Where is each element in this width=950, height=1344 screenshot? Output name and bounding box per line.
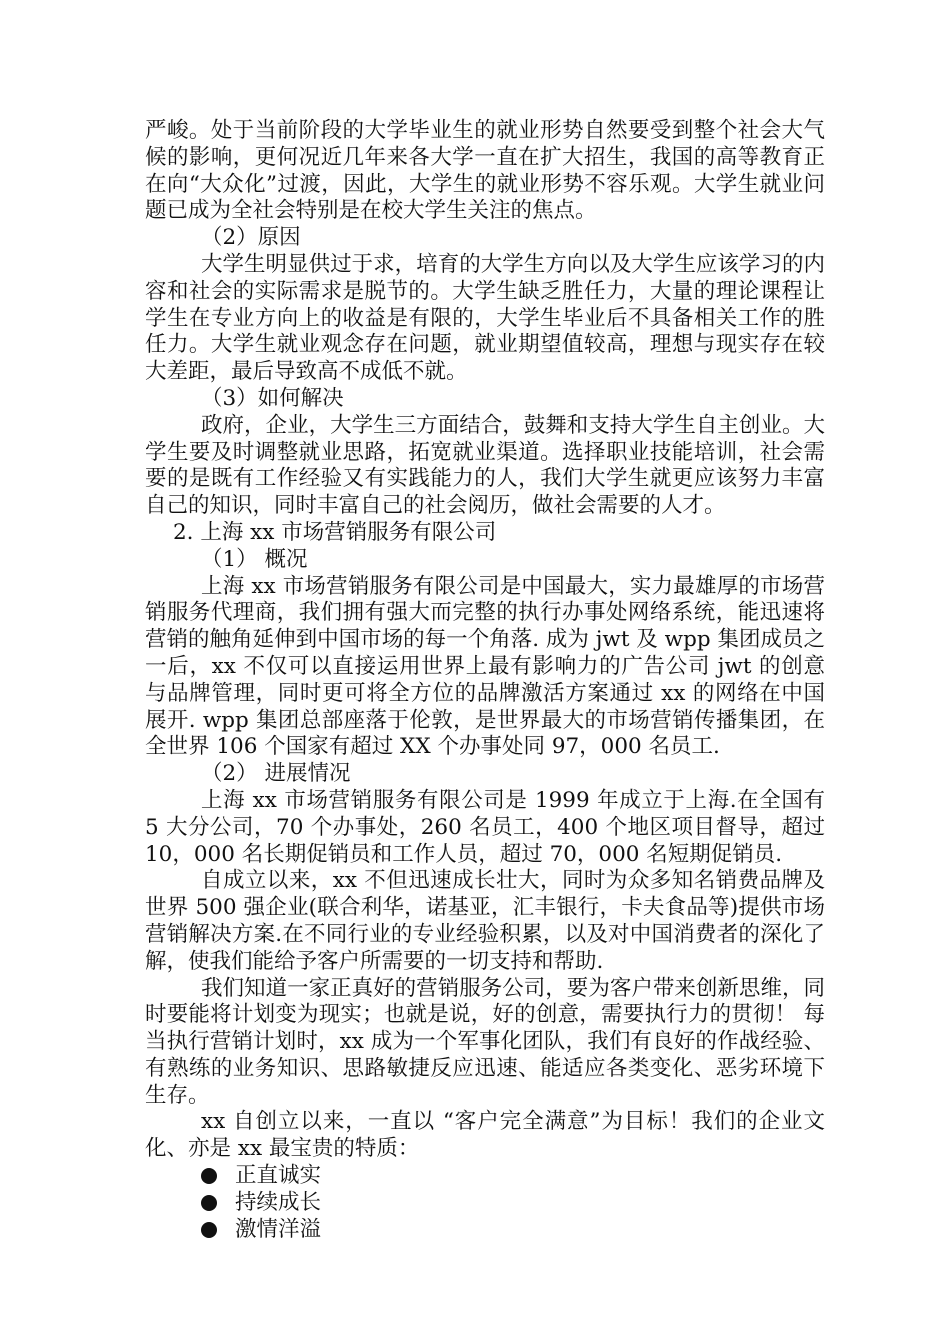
bullet-icon xyxy=(201,1168,217,1184)
list-item-label: 持续成长 xyxy=(235,1189,322,1215)
heading-solutions: （3）如何解决 xyxy=(201,385,344,411)
list-item-label: 正直诚实 xyxy=(235,1163,322,1189)
paragraph-solutions: 政府，企业，大学生三方面结合，鼓舞和支持大学生自主创业。大学生要及时调整就业思路，拓宽就业渠道。选择职业技能培训，社会需要的是既有工作经验又有实践能力的人，我们大学生就更应该努力丰富自己的知识，同时丰富自己的社会阅历，做社会需要的人才。 xyxy=(145,412,825,519)
list-item xyxy=(201,1190,825,1217)
heading-company: 2. 上海 xx 市场营销服务有限公司 xyxy=(173,519,497,545)
bullet-icon xyxy=(201,1222,217,1238)
paragraph-progress-1: 上海 xx 市场营销服务有限公司是 1999 年成立于上海.在全国有 5 大分公司，70 个办事处，260 名员工，400 个地区项目督导，超过 10，000 名长期促销员和工作人员，超过 70，000 名短期促销员. xyxy=(145,787,825,867)
paragraph-progress-2: 自成立以来，xx 不但迅速成长壮大，同时为众多知名销费品牌及世界 500 强企业(联合利华，诺基亚，汇丰银行，卡夫食品等)提供市场营销解决方案.在不同行业的专业经验积累，以及对中国消费者的深化了解，使我们能给予客户所需要的一切支持和帮助. xyxy=(145,868,825,974)
culture-bullet-list xyxy=(145,1163,825,1243)
heading-overview: （1） 概况 xyxy=(201,546,308,572)
list-item xyxy=(201,1163,825,1190)
list-item xyxy=(201,1217,825,1244)
list-item-label: 激情洋溢 xyxy=(235,1216,322,1242)
paragraph-reasons: 大学生明显供过于求，培育的大学生方向以及大学生应该学习的内容和社会的实际需求是脱节的。大学生缺乏胜任力，大量的理论课程让学生在专业方向上的收益是有限的，大学生毕业后不具备相关工作的胜任力。大学生就业观念存在问题，就业期望值较高，理想与现实存在较大差距，最后导致高不成低不就。 xyxy=(145,251,825,385)
paragraph-overview: 上海 xx 市场营销服务有限公司是中国最大，实力最雄厚的市场营销服务代理商，我们拥有强大而完整的执行办事处网络系统，能迅速将营销的触角延伸到中国市场的每一个角落. 成为 jwt 及 wpp 集团成员之一后，xx 不仅可以直接运用世界上最有影响力的广告公司 jwt 的创意与品牌管理，同时更可将全方位的品牌激活方案通过 xx 的网络在中国展开. wpp 集团总部座落于伦敦，是世界最大的市场营销传播集团，在全世界 106 个国家有超过 XX 个办事处同 97，000 名员工. xyxy=(145,573,825,760)
bullet-icon xyxy=(201,1195,217,1211)
paragraph-intro: 严峻。处于当前阶段的大学毕业生的就业形势自然要受到整个社会大气候的影响，更何况近几年来各大学一直在扩大招生，我国的高等教育正在向“大众化”过渡，因此，大学生的就业形势不容乐观。大学生就业问题已成为全社会特别是在校大学生关注的焦点。 xyxy=(145,118,825,224)
heading-reasons: （2）原因 xyxy=(201,225,301,251)
paragraph-progress-3: 我们知道一家正真好的营销服务公司，要为客户带来创新思维，同时要能将计划变为现实；也就是说，好的创意，需要执行力的贯彻！ 每当执行营销计划时，xx 成为一个军事化团队，我们有良好的作战经验、有熟练的业务知识、思路敏捷反应迅速、能适应各类变化、恶劣环境下生存。 xyxy=(145,975,825,1108)
document-page xyxy=(145,118,825,1243)
paragraph-culture: xx 自创立以来，一直以 “客户完全满意”为目标！我们的企业文化、亦是 xx 最宝贵的特质： xyxy=(145,1109,825,1162)
heading-progress: （2） 进展情况 xyxy=(201,761,351,787)
